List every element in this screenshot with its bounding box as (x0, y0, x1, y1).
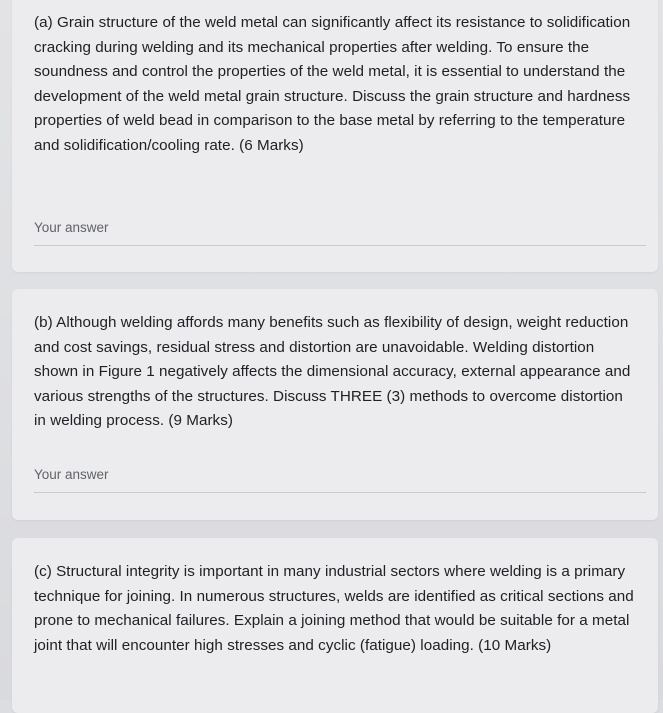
question-c-text: (c) Structural integrity is important in many industrial sectors where welding is a primary technique for joining. In numerous structures, welds are identified as critical sections and prone to mechanical failures. Explain a joining method that would be suitable for a metal joint that will encounter high stresses and cyclic (fatigue) loading. (10 Marks) (34, 563, 634, 654)
question-card-b (12, 289, 658, 520)
answer-b-input[interactable]: Your answer (34, 465, 646, 493)
answer-a-input[interactable]: Your answer (34, 218, 646, 246)
question-card-a (12, 0, 658, 272)
question-card-c (12, 538, 658, 713)
question-a-text: (a) Grain structure of the weld metal can significantly affect its resistance to solidification cracking during welding and its mechanical properties after welding. To ensure the soundness and control the properties of the weld metal, it is essential to understand the development of the weld metal grain structure. Discuss the grain structure and hardness properties of weld bead in comparison to the base metal by referring to the temperature and solidification/cooling rate. (6 Marks) (34, 14, 631, 154)
question-b-text: (b) Although welding affords many benefits such as flexibility of design, weight reduction and cost savings, residual stress and distortion are unavoidable. Welding distortion shown in Figure 1 negatively affects the dimensional accuracy, external appearance and various strengths of the structures. Discuss THREE (3) methods to overcome distortion in welding process. (9 Marks) (34, 314, 631, 430)
